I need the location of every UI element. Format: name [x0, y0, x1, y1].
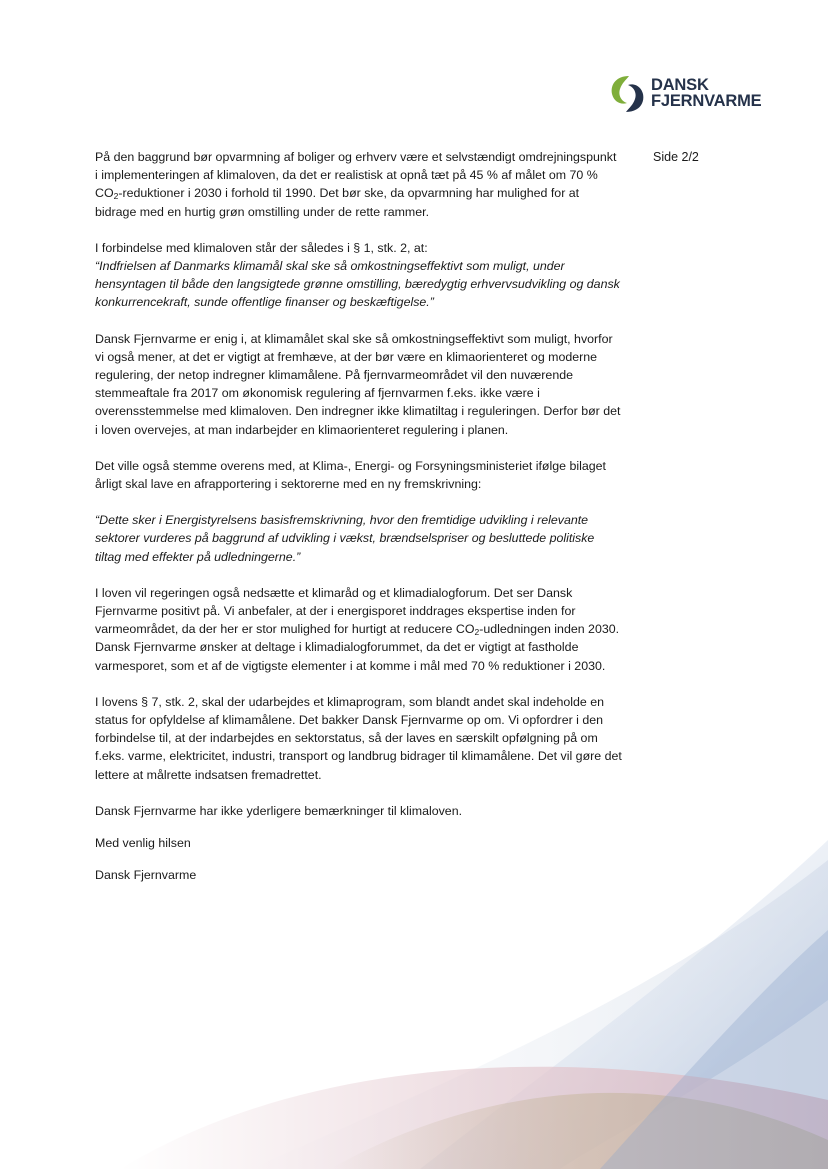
letter-body	[95, 148, 622, 899]
paragraph-4: Det ville også stemme overens med, at Klima-, Energi- og Forsyningsministeriet ifølge bilaget årligt skal lave en afrapportering i sektorerne med en ny fremskrivning:	[95, 458, 606, 492]
dansk-fjernvarme-logo	[607, 72, 782, 116]
paragraph-1: På den baggrund bør opvarmning af boliger og erhverv være et selvstændigt omdrejningspunkt i implementeringen af klimaloven, da det er realistisk at opnå tæt på 45 % af målet om 70 % $CO_2$-reduktioner i 2030 i forhold til 1990. Det bør ske, da opvarmning har mulighed for at bidrage med en hurtig grøn omstilling under de rette rammer.	[95, 150, 617, 219]
closing-greeting: Med venlig hilsen	[95, 836, 191, 851]
logo-text-line1: DANSK	[651, 76, 709, 94]
logo-swirl-icon	[607, 72, 647, 116]
paragraph-7: Dansk Fjernvarme har ikke yderligere bemærkninger til klimaloven.	[95, 803, 463, 818]
paragraph-6: I lovens § 7, stk. 2, skal der udarbejdes et klimaprogram, som blandt andet skal indeholde en status for opfyldelse af klimamålene. Det bakker Dansk Fjernvarme op om. Vi opfordrer i den forbindelse til, at der indarbejdes en sektorstatus, så der laves en særskilt opfølgning på om f.eks. varme, elektricitet, industri, transport og landbrug bidrager til klimamålene. Det vil gøre det lettere at målrette indsatsen fremadrettet.	[95, 694, 622, 782]
page-number: Side 2/2	[653, 150, 699, 164]
paragraph-2: I forbindelse med klimaloven står der således i § 1, stk. 2, at:	[95, 240, 428, 255]
quote-1: “Indfrielsen af Danmarks klimamål skal ske så omkostningseffektivt som muligt, under hensyntagen til både den langsigtede grønne omstilling, bæredygtig erhvervsudvikling og dansk konkurrencekraft, sunde offentlige finanser og beskæftigelse.”	[95, 259, 620, 310]
paragraph-5: I loven vil regeringen også nedsætte et klimaråd og et klimadialogforum. Det ser Dansk Fjernvarme positivt på. Vi anbefaler, at der i energisporet inddrages ekspertise inden for varmeområdet, da der her er stor mulighed for hurtigt at reducere $CO_2$-udledningen inden 2030. Dansk Fjernvarme ønsker at deltage i klimadialogforummet, da det er vigtigt at fastholde varmesporet, som et af de vigtigste elementer i at komme i mål med 70 % reduktioner i 2030.	[95, 585, 620, 673]
logo-text-line2: FJERNVARME	[651, 92, 762, 110]
quote-2: “Dette sker i Energistyrelsens basisfremskrivning, hvor den fremtidige udvikling i relevante sektorer vurderes på baggrund af udvikling i vækst, brændselspriser og besluttede politiske tiltag med effekter på udledningerne.”	[95, 513, 595, 564]
signature: Dansk Fjernvarme	[95, 868, 197, 883]
paragraph-3: Dansk Fjernvarme er enig i, at klimamålet skal ske så omkostningseffektivt som muligt, hvorfor vi også mener, at det er vigtigt at fremhæve, at der bør være en klimaorienteret og moderne regulering, der netop indregner klimamålene. På fjernvarmeområdet vil den nuværende stemmeaftale fra 2017 om økonomisk regulering af fjernvarmen f.eks. ikke være i overensstemmelse med klimaloven. Den indregner ikke klimatiltag i reguleringen. Derfor bør det i loven overvejes, at man indarbejder en klimaorienteret regulering i planen.	[95, 331, 621, 437]
